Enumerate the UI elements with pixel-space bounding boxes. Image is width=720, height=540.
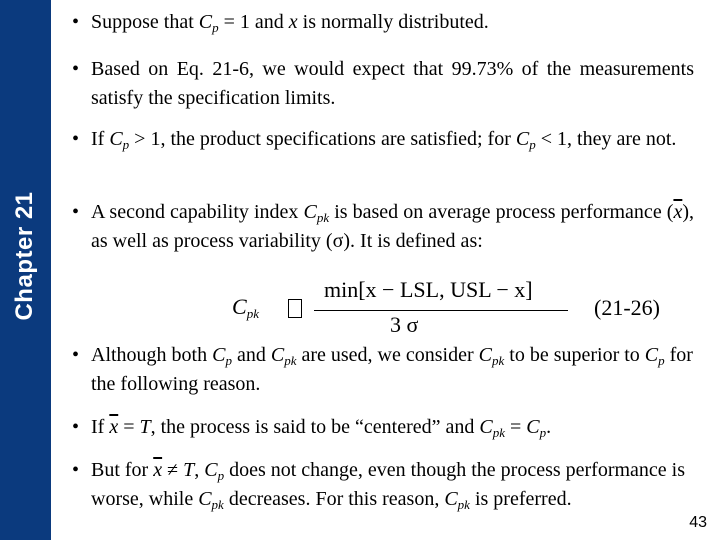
- bullet-marker: •: [72, 58, 80, 80]
- bullet-4: • A second capability index $C_{pk}$ is based on average process performance $(\overline{x})$, as well as process variability (σ). It is defined as:: [72, 198, 694, 256]
- bullet-7: • But for $\overline{x} \ne T$, $C_p$ does not change, even though the process performance is worse, while $C_{pk}$ decreases. For this reason, $C_{pk}$ is preferred.: [72, 456, 694, 514]
- equation-numerator: min[x − LSL, USL − x]: [324, 277, 533, 302]
- equation-denominator: 3 σ: [390, 312, 419, 337]
- equation-lhs: $C_{pk}$: [232, 294, 259, 321]
- fraction-bar: [314, 310, 568, 311]
- bullet-5: • Although both $C_p$ and $C_{pk}$ are used, we consider $C_{pk}$ to be superior to $C_p$ for the following reason.: [72, 341, 694, 399]
- bullet-3: • If $C_p > 1$, the product specifications are satisfied; for $C_p < 1$, they are not.: [72, 125, 694, 154]
- bullet-marker: •: [72, 11, 80, 33]
- equation-21-26: [228, 272, 668, 342]
- bullet-1: • Suppose that $C_p = 1$ and x is normally distributed.: [72, 8, 694, 37]
- bullet-marker: •: [72, 416, 80, 438]
- bullet-marker: •: [72, 344, 80, 366]
- bullet-marker: •: [72, 128, 80, 150]
- chapter-sidebar: [0, 0, 51, 540]
- bullet-6: • If $\overline{x} = T$, the process is said to be “centered” and $C_{pk} = C_p$.: [72, 413, 694, 442]
- bullet-marker: •: [72, 459, 80, 481]
- chapter-label: Chapter 21: [11, 191, 38, 321]
- page-number: 43: [689, 514, 707, 531]
- equation-number: (21-26): [594, 295, 660, 320]
- bullet-2: • Based on Eq. 21-6, we would expect that 99.73% of the measurements satisfy the specification limits.: [72, 55, 694, 113]
- bullet-marker: •: [72, 201, 80, 223]
- missing-symbol-box: [288, 299, 302, 318]
